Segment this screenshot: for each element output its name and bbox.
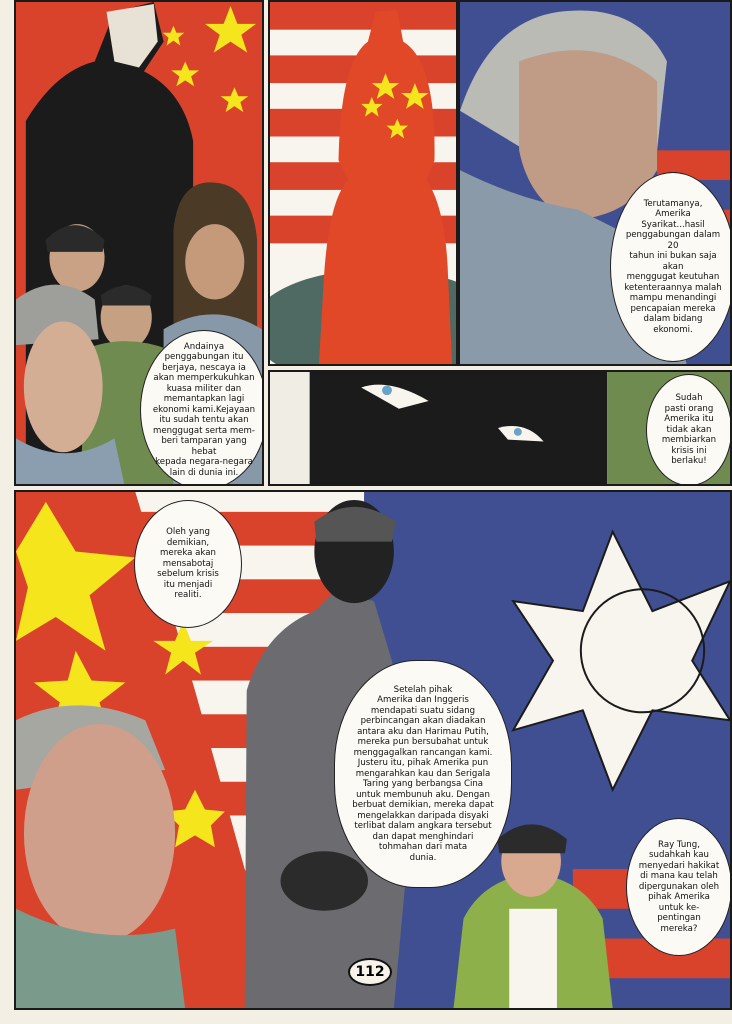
ray-tung-shirt <box>509 909 557 1008</box>
panel-red-silhouette-art <box>270 2 456 364</box>
old-man-face <box>24 724 175 942</box>
speech-bubble-sabotage <box>134 500 242 628</box>
speech-text: Andainya penggabungan itu berjaya, nescaya ia akan memperkukuhkan kuasa militer dan memantapkan lagi ekonomi kami.Kejayaan itu sudah tentu akan menggugat serta mem- beri tamparan yang hebat kepada negara-negara lain di dunia ini. <box>152 341 256 478</box>
speech-text: Ray Tung, sudahkah kau menyedari hakikat di mana kau telah dipergunakan oleh pihak Amerika untuk ke- pentingan mereka? <box>638 839 720 934</box>
speech-text: Oleh yang demikian, mereka akan mensabotaj sebelum krisis itu menjadi realiti. <box>157 527 219 601</box>
speech-text: Setelah pihak Amerika dan Inggeris mendapati suatu sidang perbincangan akan diadakan antara aku dan Harimau Putih, mereka pun bersubahat untuk menggagalkan rancangan kami. Justeru itu, pihak Amerika pun mengarahkan kau dan Serigala Taring yang berbangsa Cina untuk membunuh aku. Dengan berbuat demikian, mereka dapat mengelakkan daripada disyaki terlibat dalam angkara tersebut dan dapat menghindari tohmahan dari mata dunia. <box>352 684 494 863</box>
shadowed-face <box>310 372 607 484</box>
speech-text: Sudah pasti orang Amerika itu tidak akan membiarkan krisis ini berlaku! <box>661 393 717 467</box>
speech-bubble-american-leader <box>610 172 732 362</box>
eye-iris <box>514 428 522 436</box>
speech-text: Terutamanya, Amerika Syarikat...hasil penggabungan dalam 20 tahun ini bukan saja akan menggugat keutuhan ketenteraannya malah mampu menandingi pencapaian mereka dalam bidang ekonomi. <box>624 198 722 335</box>
eye-iris <box>382 386 392 396</box>
speech-bubble-eyes <box>646 374 732 486</box>
panel-red-silhouette <box>268 0 458 366</box>
panel-american-leader <box>458 0 732 366</box>
speech-bubble-explanation <box>334 660 512 888</box>
page-number: 112 <box>348 958 392 986</box>
panel-conspiracy <box>14 490 732 1010</box>
speech-bubble-ray-tung <box>626 818 732 956</box>
panel-eyes <box>268 370 732 486</box>
panel-chinese-leaders <box>14 0 264 486</box>
speech-bubble-chinese-leader <box>140 330 264 486</box>
headdress-man-face <box>185 224 244 299</box>
us-flag-stripe <box>270 2 456 30</box>
foreground-man-face <box>24 321 103 452</box>
